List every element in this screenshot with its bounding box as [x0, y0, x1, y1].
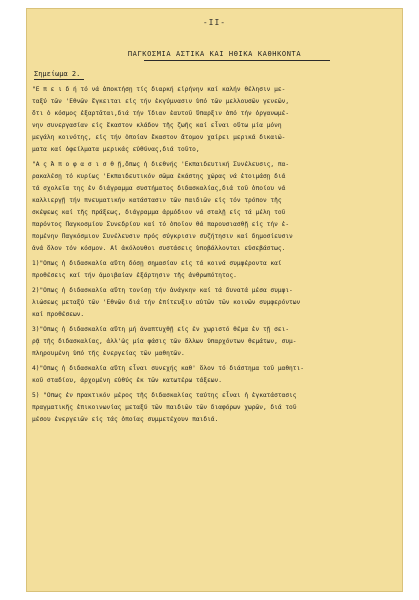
text-line: παρόντος Παγκοσμίου Συνεδρίου καί τό ὁποῖον θά παρουσιασθῇ εἰς τήν ἐ-	[32, 221, 290, 228]
text-line: 4)"Οπως ἡ διδασκαλία αὕτη εἶναι συνεχής καθ' ὅλον τό διάστημα τοῦ μαθητι-	[32, 365, 304, 372]
text-line: ρακαλέσῃ τό κυρίως 'Εκπαιδευτικόν σῶμα ἑκάστης χώρας νά ἑτοιμάσῃ διά	[32, 173, 286, 180]
paragraph	[32, 390, 396, 426]
page-number: -II-	[202, 18, 227, 27]
paragraph	[32, 258, 396, 282]
text-line: ταξύ τῶν 'Εθνῶν ἔγκειται εἰς τήν ἐκγύμνασιν ὑπό τῶν μελλουσῶν γενεῶν,	[32, 98, 290, 105]
text-line: ἀνά ὅλον τόν κόσμον. Αἱ ἀκόλουθοι συστάσεις ὑποβάλλονται εὐσεβάστως.	[32, 245, 286, 252]
text-line: 1)"Οπως ἡ διδασκαλία αὕτη δόσῃ σημασίαν εἰς τά κοινά συμφέροντα καί	[32, 260, 282, 267]
text-line: "Ε π ε ι δ ή τό νά ἀποκτήσῃ τίς διαρκή εἰρήνην καί καλήν θέλησιν με-	[32, 86, 286, 93]
paragraph	[32, 285, 396, 321]
document-body	[32, 84, 396, 426]
text-line: πραγματικῆς ἐπικοινωνίας μεταξύ τῶν παιδιῶν τῶν διαφόρων χωρῶν, διά τοῦ	[32, 404, 297, 411]
paragraph	[32, 84, 396, 156]
paragraph	[32, 324, 396, 360]
title-underline	[144, 60, 330, 61]
text-line: τά σχολεῖα της ἐν διάγραμμα συστήματος διδασκαλίας,διά τοῦ ὁποίου νά	[32, 185, 286, 192]
text-line: 2)"Οπως ἡ διδασκαλία αὕτη τονίσῃ τήν ἀνάγκην καί τά δυνατά μέσα συμφι-	[32, 287, 293, 294]
page-title: ΠΑΓΚΟΣΜΙΑ ΑΣΤΙΚΑ ΚΑΙ ΗΘΙΚΑ ΚΑΘΗΚΟΝΤΑ	[127, 50, 302, 58]
text-line: σκέψεως καί τῆς πράξεως, διάγραμμα ἁρμόδιον νά σταλῇ εἰς τά μέλη τοῦ	[32, 209, 286, 216]
text-line: κοῦ σταδίου, ἀρχομένη εὐθύς ἐκ τῶν κατωτέρω τάξεων.	[32, 377, 222, 384]
text-line: 3)"Οπως ἡ διδασκαλία αὕτη μή ἀναπτυχθῇ εἰς ἐν χωριστό θέμα ἐν τῇ σει-	[32, 326, 290, 333]
text-line: μεγάλη κοινότης, εἰς τήν ὁποίαν ἕκαστον ἄτομον χαίρει μερικά δικαιώ-	[32, 134, 286, 141]
text-line: πληρουμένη ὑπό τῆς ἐνεργείας τῶν μαθητῶν.	[32, 350, 185, 357]
text-line: νην συνεργασίαν εἰς ἕκαστον κλάδον τῆς ζωῆς καί εἶναι οὕτω μία μόνη	[32, 122, 282, 129]
text-line: πομένην Παγκόσμιον Συνέλευσιν πρός σύγκρισιν συζήτησιν καί δημοσίευσιν	[32, 233, 293, 240]
text-line: "Α ς Ά π ο φ α σ ι σ θ ῇ,ὅπως ἡ διεθνής 'Εκπαιδευτική Συνέλευσις, πα-	[32, 161, 290, 168]
text-line: μέσου ἐνεργειῶν εἰς τάς ὁποίας συμμετέχουν παιδιά.	[32, 416, 219, 423]
paragraph	[32, 159, 396, 255]
text-line: καί προθέσεων.	[32, 311, 85, 318]
text-line: προθέσεις καί τήν ἀμοιβαίαν ἐξάρτησιν τῆς ἀνθρωπότητος.	[32, 272, 237, 279]
text-line: λιώσεως μεταξύ τῶν 'Εθνῶν διά τήν ἐπίτευξιν αὐτῶν τῶν κοινῶν συμφερόντων	[32, 299, 301, 306]
text-line: ματα καί ὀφείλματα μερικάς εὐθύνας,διά τοῦτο,	[32, 146, 200, 153]
text-line: καλλιεργῇ τήν πνευματικήν κατάστασιν τῶν παιδιῶν εἰς τόν τρόπον τῆς	[32, 197, 282, 204]
document-page	[26, 8, 403, 592]
paragraph	[32, 363, 396, 387]
text-line: ὅτι ὁ κόσμος ἐξαρτᾶται,διά τήν ἴδιαν ἑαυτοῦ ὕπαρξιν ἀπό τήν ὀργανωμέ-	[32, 110, 290, 117]
text-line: ρᾷ τῆς διδασκαλίας, ἀλλ'ὡς μία φάσις τῶν ἄλλων ὑπαρχόντων θεμάτων, συμ-	[32, 338, 297, 345]
note-underline	[34, 79, 84, 80]
note-label: Σημείωμα 2.	[34, 70, 81, 78]
text-line: 5) "Οπως ἐν πρακτικόν μέρος τῆς διδασκαλίας ταύτης εἶναι ἡ ἐγκατάστασις	[32, 392, 297, 399]
